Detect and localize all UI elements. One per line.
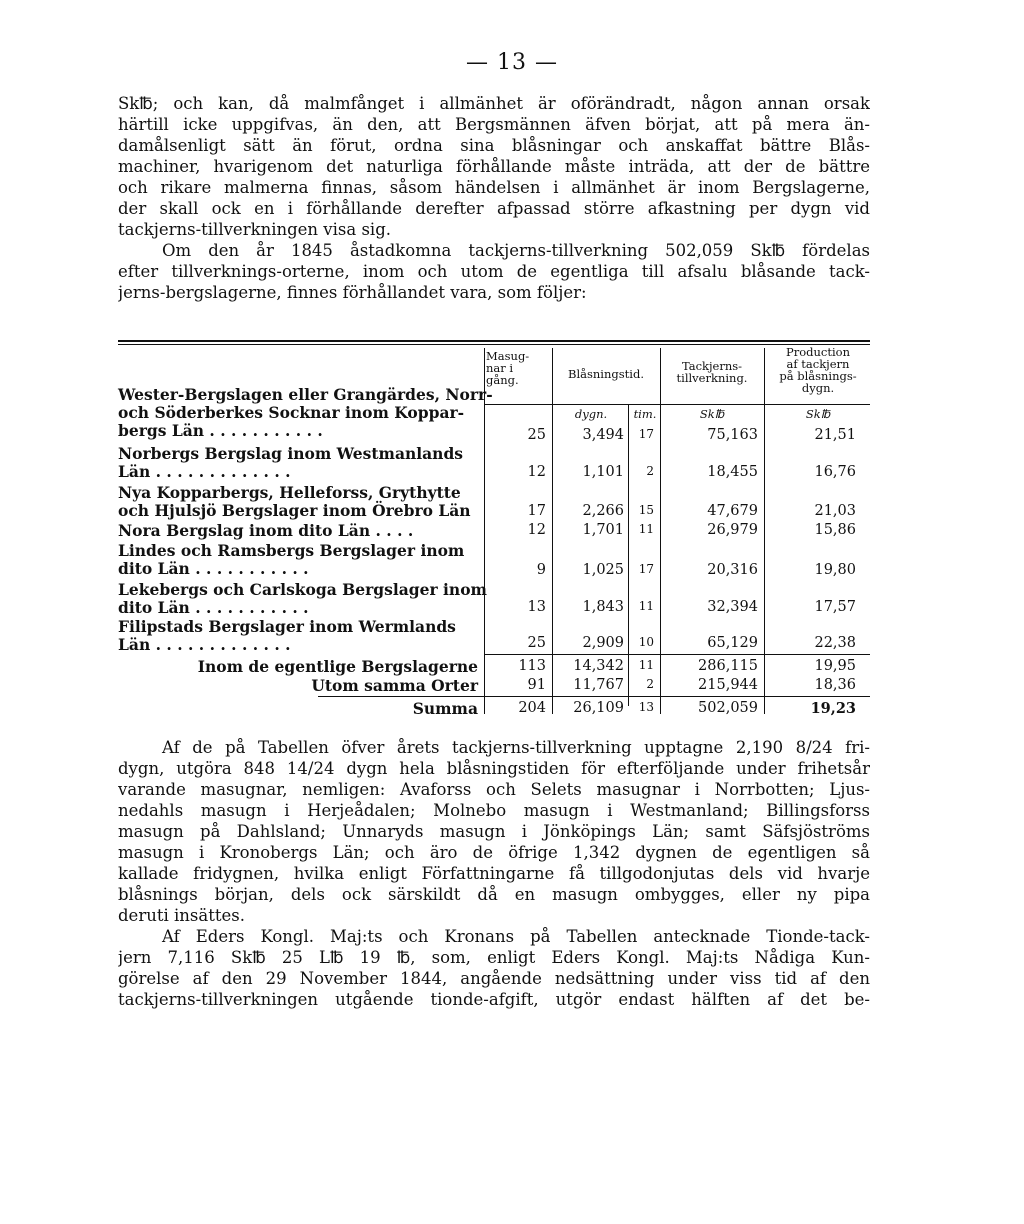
row-label-line: Wester-Bergslagen eller Grangärdes, Norr- — [118, 385, 493, 404]
cell-masugnar: 25 — [527, 427, 546, 443]
column-divider — [628, 404, 629, 706]
text-line: tackjerns-tillverkningen utgående tionde-afgift, utgör endast hälften af det be- — [118, 990, 870, 1009]
column-divider — [660, 348, 661, 714]
cell-tackjern: 502,059 — [698, 700, 758, 716]
cell-tim: 11 — [638, 658, 654, 672]
cell-production: 16,76 — [814, 464, 856, 480]
production-table — [118, 340, 870, 722]
summary-label-utom: Utom samma Orter — [311, 676, 478, 695]
cell-tim: 17 — [638, 562, 654, 576]
cell-masugnar: 25 — [527, 635, 546, 651]
column-divider — [552, 348, 553, 714]
text-line: Sk℔; och kan, då malmfånget i allmänhet är oförändradt, någon annan orsak — [118, 94, 870, 113]
row-label-line: och Hjulsjö Bergslager inom Örebro Län — [118, 501, 471, 520]
cell-masugnar: 13 — [527, 599, 546, 615]
table-row-label — [118, 580, 487, 617]
cell-tackjern: 20,316 — [707, 562, 758, 578]
text-line: Af Eders Kongl. Maj:ts och Kronans på Tabellen antecknade Tionde-tack- — [162, 927, 870, 946]
text-line: varande masugnar, nemligen: Avaforss och Selets masugnar i Norrbotten; Ljus- — [118, 780, 870, 799]
unit-tim: tim. — [633, 407, 657, 421]
column-divider — [764, 348, 765, 714]
text-line: nedahls masugn i Herjeådalen; Molnebo masugn i Westmanland; Billingsforss — [118, 801, 870, 820]
cell-tim: 2 — [646, 464, 654, 478]
text-line: härtill icke uppgifvas, än den, att Bergsmännen äfven börjat, att på mera än- — [118, 115, 870, 134]
table-top-rule — [118, 340, 870, 342]
cell-tackjern: 215,944 — [698, 677, 758, 693]
row-label-line: Filipstads Bergslager inom Wermlands — [118, 617, 456, 636]
row-label-line: Lekebergs och Carlskoga Bergslager inom — [118, 580, 487, 599]
row-label-line: Län . . . . . . . . . . . . . — [118, 462, 291, 481]
cell-production: 21,03 — [814, 503, 856, 519]
cell-production: 22,38 — [814, 635, 856, 651]
cell-masugnar: 12 — [527, 464, 546, 480]
cell-tim: 11 — [638, 522, 654, 536]
cell-production: 19,80 — [814, 562, 856, 578]
table-row-label — [118, 522, 478, 540]
cell-masugnar: 9 — [536, 562, 546, 578]
text-line: Om den år 1845 åstadkomna tackjerns-tillverkning 502,059 Sk℔ fördelas — [162, 241, 870, 260]
cell-production: 18,36 — [814, 677, 856, 693]
text-line: jerns-bergslagerne, finnes förhållandet vara, som följer: — [118, 283, 587, 302]
total-rule — [318, 696, 870, 697]
cell-masugnar: 17 — [527, 503, 546, 519]
table-row-label — [118, 618, 478, 654]
row-label-line: Nora Bergslag inom dito Län . . . . — [118, 521, 414, 540]
text-line: och rikare malmerna finnas, såsom händelsen i allmänhet är inom Bergslagerne, — [118, 178, 870, 197]
total-label: Summa — [412, 699, 478, 718]
row-label-line: bergs Län . . . . . . . . . . . — [118, 421, 323, 440]
cell-dygn: 11,767 — [573, 677, 624, 693]
text-line: machiner, hvarigenom det naturliga förhållande måste inträda, att der de bättre — [118, 157, 870, 176]
cell-tackjern: 26,979 — [707, 522, 758, 538]
text-line: jern 7,116 Sk℔ 25 L℔ 19 ℔, som, enligt Eders Kongl. Maj:ts Nådiga Kun- — [118, 948, 870, 967]
header-masugnar: Masug- nar i gång. — [486, 349, 530, 387]
cell-tim: 10 — [638, 635, 654, 649]
text-line: deruti insättes. — [118, 906, 245, 925]
cell-dygn: 1,701 — [582, 522, 624, 538]
subtotal-rule — [484, 654, 870, 655]
text-line: efter tillverknings-orterne, inom och utom de egentliga till afsalu blåsande tack- — [118, 262, 870, 281]
row-label-line: dito Län . . . . . . . . . . . — [118, 559, 309, 578]
cell-masugnar: 12 — [527, 522, 546, 538]
text-line: Af de på Tabellen öfver årets tackjerns-tillverkning upptagne 2,190 8/24 fri- — [162, 738, 870, 757]
cell-dygn: 1,025 — [582, 562, 624, 578]
unit-skl: Sk℔ — [805, 407, 831, 421]
cell-tim: 2 — [646, 677, 654, 691]
cell-dygn: 3,494 — [582, 427, 624, 443]
text-line: masugn på Dahlsland; Unnaryds masugn i Jönköpings Län; samt Säfsjöströms — [118, 822, 870, 841]
cell-dygn: 1,101 — [582, 464, 624, 480]
table-top-rule-thin — [118, 344, 870, 345]
table-row-label — [118, 484, 478, 520]
text-line: der skall ock en i förhållande derefter afpassad större afkastning per dygn vid — [118, 199, 870, 218]
row-label-line: dito Län . . . . . . . . . . . — [118, 598, 309, 617]
cell-production: 15,86 — [814, 522, 856, 538]
row-label-line: Lindes och Ramsbergs Bergslager inom — [118, 541, 465, 560]
header-production: Production af tackjern på blåsnings- dygn. — [779, 345, 857, 395]
text-line: dygn, utgöra 848 14/24 dygn hela blåsningstiden för efterföljande under frihetsår — [118, 759, 870, 778]
cell-production: 21,51 — [814, 427, 856, 443]
cell-masugnar: 204 — [518, 700, 546, 716]
cell-tackjern: 47,679 — [707, 503, 758, 519]
row-label-line: Län . . . . . . . . . . . . . — [118, 635, 291, 654]
cell-tim: 11 — [638, 599, 654, 613]
cell-masugnar: 113 — [518, 658, 546, 674]
cell-production: 19,23 — [810, 700, 856, 717]
paragraph-fridygn — [118, 737, 870, 1010]
header-rule — [484, 404, 870, 405]
cell-dygn: 2,909 — [582, 635, 624, 651]
cell-tackjern: 286,115 — [698, 658, 758, 674]
cell-dygn: 2,266 — [582, 503, 624, 519]
cell-tackjern: 75,163 — [707, 427, 758, 443]
header-tackjerns: Tackjerns- tillverkning. — [676, 359, 748, 385]
row-label-line: Norbergs Bergslag inom Westmanlands — [118, 444, 464, 463]
text-line: görelse af den 29 November 1844, angående nedsättning under viss tid af den — [118, 969, 870, 988]
cell-tim: 15 — [638, 503, 654, 517]
cell-tackjern: 65,129 — [707, 635, 758, 651]
row-label-line: Nya Kopparbergs, Helleforss, Grythytte — [118, 483, 461, 502]
row-label-line: och Söderberkes Socknar inom Koppar- — [118, 403, 465, 422]
cell-tackjern: 32,394 — [707, 599, 758, 615]
unit-dygn: dygn. — [574, 407, 608, 421]
text-line: kallade fridygnen, hvilka enligt Författningarne få tillgodonjutas dels vid hvarje — [118, 864, 870, 883]
table-row-label — [118, 542, 478, 578]
text-line: damålsenligt sätt än förut, ordna sina blåsningar och anskaffat bättre Blås- — [118, 136, 870, 155]
table-row-label — [118, 385, 493, 440]
summary-label-inom: Inom de egentlige Bergslagerne — [197, 657, 478, 676]
cell-dygn: 14,342 — [573, 658, 624, 674]
text-line: tackjerns-tillverkningen visa sig. — [118, 220, 392, 239]
paragraph-intro — [118, 93, 870, 303]
page-number: — 13 — — [466, 50, 558, 75]
cell-masugnar: 91 — [527, 677, 546, 693]
cell-dygn: 1,843 — [582, 599, 624, 615]
cell-production: 19,95 — [814, 658, 856, 674]
cell-tim: 17 — [638, 427, 654, 441]
table-row-label — [118, 445, 478, 481]
cell-production: 17,57 — [814, 599, 856, 615]
header-blasningstid: Blåsningstid. — [568, 367, 644, 381]
text-line: masugn i Kronobergs Län; och äro de öfrige 1,342 dygnen de egentligen så — [118, 843, 870, 862]
cell-tackjern: 18,455 — [707, 464, 758, 480]
text-line: blåsnings början, dels ock särskildt då en masugn ombygges, eller ny pipa — [118, 885, 870, 904]
unit-skl: Sk℔ — [699, 407, 725, 421]
cell-dygn: 26,109 — [573, 700, 624, 716]
cell-tim: 13 — [638, 700, 654, 714]
